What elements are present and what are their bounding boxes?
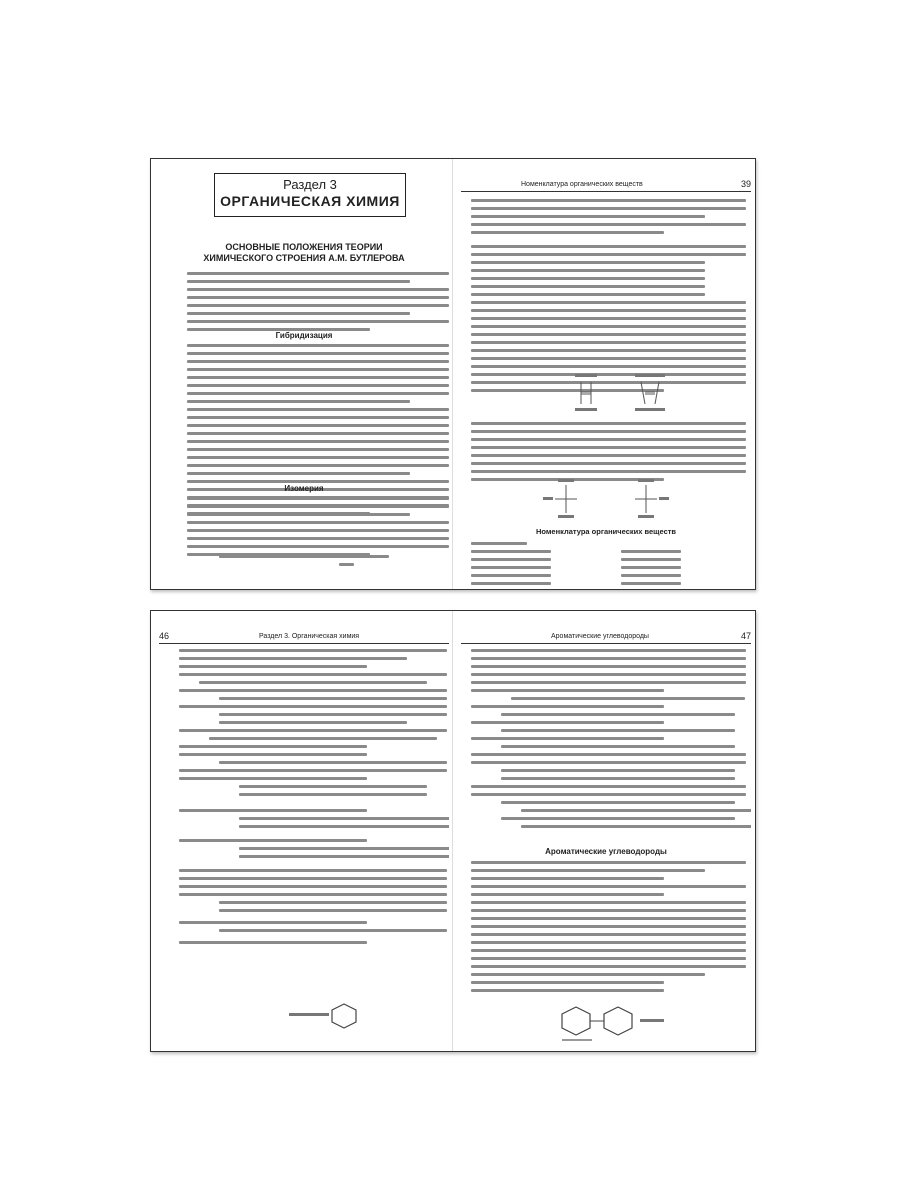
running-head	[461, 179, 751, 192]
heading-theory-line2: ХИМИЧЕСКОГО СТРОЕНИЯ А.М. БУТЛЕРОВА	[203, 253, 405, 263]
text-block	[187, 272, 449, 336]
heading-aromatic: Ароматические углеводороды	[545, 847, 667, 856]
top-spread	[150, 158, 756, 590]
text-block	[621, 550, 681, 589]
gutter	[452, 611, 453, 1051]
page-number: 46	[159, 631, 170, 641]
page-number: 39	[740, 179, 751, 189]
cis-trans-structures	[571, 374, 681, 414]
page-right	[461, 159, 751, 589]
text-block	[471, 542, 551, 589]
heading-isomerism: Изомерия	[284, 484, 324, 493]
running-title: Номенклатура органических веществ	[521, 181, 643, 188]
running-head	[159, 631, 449, 644]
section-title: ОРГАНИЧЕСКАЯ ХИМИЯ	[220, 193, 400, 209]
text-block	[471, 199, 746, 397]
gutter	[452, 159, 453, 589]
bottom-spread	[150, 610, 756, 1052]
formula-line	[219, 555, 389, 571]
running-title: Ароматические углеводороды	[551, 633, 649, 640]
heading-nomenclature: Номенклатура органических веществ	[535, 527, 677, 536]
page-number: 47	[740, 631, 751, 641]
running-title: Раздел 3. Органическая химия	[259, 633, 360, 640]
lactic-acid-structures	[541, 479, 691, 519]
heading-hybridization: Гибридизация	[275, 331, 333, 340]
page-left	[159, 611, 449, 1051]
text-block	[187, 497, 449, 561]
benzene-ring-icon	[289, 1001, 369, 1031]
text-block	[471, 422, 746, 486]
text-block	[187, 344, 449, 520]
text-block	[471, 649, 746, 833]
heading-theory-line1: ОСНОВНЫЕ ПОЛОЖЕНИЯ ТЕОРИИ	[225, 242, 383, 252]
page-left	[159, 159, 449, 589]
text-block	[179, 649, 447, 949]
section-box	[214, 173, 406, 217]
page-right	[461, 611, 751, 1051]
biphenyl-structure	[556, 1003, 706, 1043]
section-label: Раздел 3	[283, 177, 337, 192]
text-block	[471, 861, 746, 997]
running-head	[461, 631, 751, 644]
